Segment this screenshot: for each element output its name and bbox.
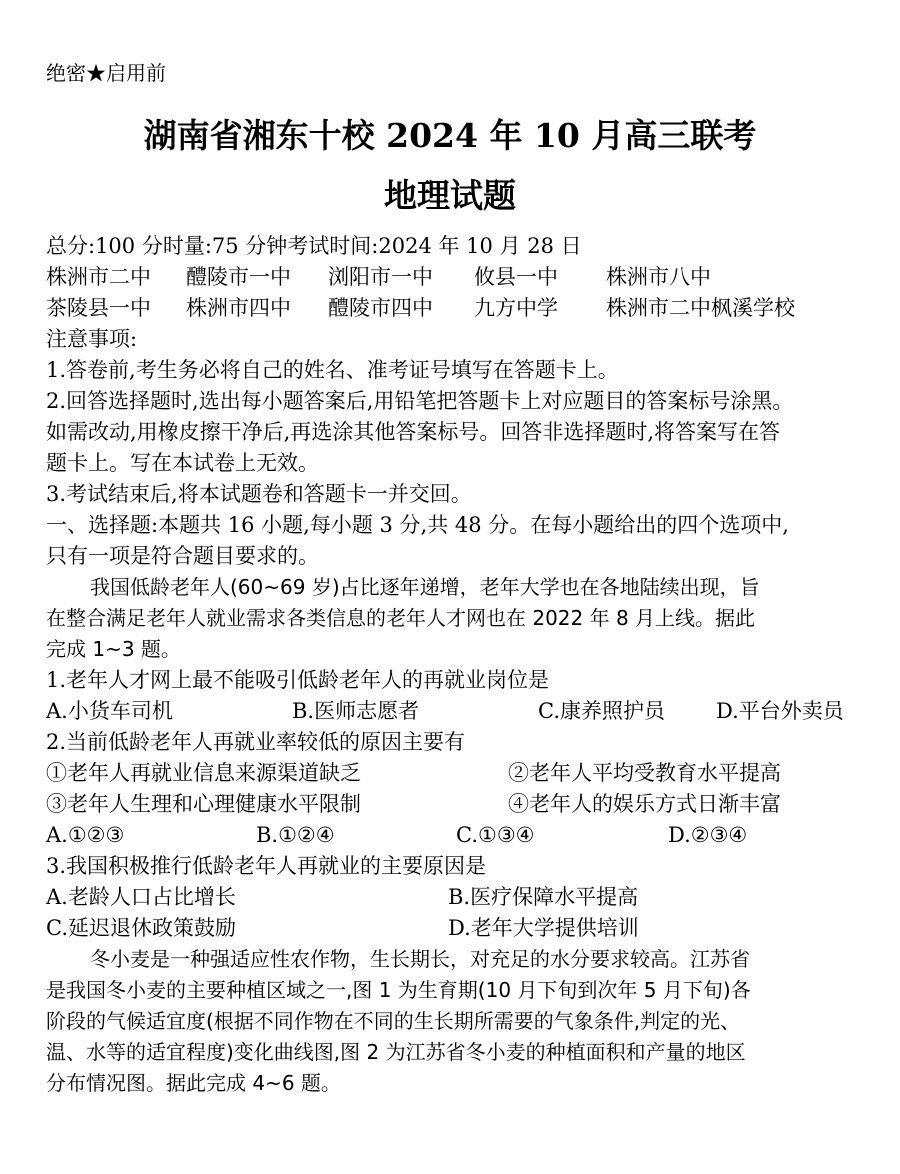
option-d: D.老年大学提供培训	[448, 916, 639, 940]
note-2-line-3: 题卡上。写在本试卷上无效。	[46, 451, 319, 475]
question-1-stem: 1.老年人才网上最不能吸引低龄老年人的再就业岗位是	[46, 668, 550, 692]
option-a: A.老龄人口占比增长	[46, 885, 236, 909]
option-b: B.医师志愿者	[292, 699, 420, 723]
school-name: 株洲市二中枫溪学校	[606, 296, 795, 320]
option-b: B.医疗保障水平提高	[448, 885, 639, 909]
passage-1-line-1: 我国低龄老年人(60~69 岁)占比逐年递增，老年大学也在各地陆续出现，旨	[90, 575, 760, 599]
note-1: 1.答卷前,考生务必将自己的姓名、准考证号填写在答题卡上。	[46, 358, 619, 382]
school-name: 株洲市四中	[186, 296, 291, 320]
school-name: 株洲市八中	[606, 265, 711, 289]
passage-1-line-3: 完成 1~3 题。	[46, 637, 181, 661]
option-c: C.延迟退休政策鼓励	[46, 916, 236, 940]
passage-2-line-4: 温、水等的适宜程度)变化曲线图,图 2 为江苏省冬小麦的种植面积和产量的地区	[46, 1040, 746, 1064]
statement-4: ④老年人的娱乐方式日渐丰富	[508, 792, 781, 816]
passage-2-line-3: 阶段的气候适宜度(根据不同作物在不同的生长期所需要的气象条件,判定的光、	[46, 1009, 741, 1033]
school-name: 醴陵市四中	[328, 296, 433, 320]
school-name: 九方中学	[474, 296, 558, 320]
option-d: D.平台外卖员	[716, 699, 844, 723]
option-c: C.①③④	[456, 823, 535, 847]
school-name: 株洲市二中	[46, 265, 151, 289]
statement-1: ①老年人再就业信息来源渠道缺乏	[46, 761, 361, 785]
statement-3: ③老年人生理和心理健康水平限制	[46, 792, 361, 816]
section-1-line-1: 一、选择题:本题共 16 小题,每小题 3 分,共 48 分。在每小题给出的四个选项中,	[46, 513, 789, 537]
school-name: 醴陵市一中	[186, 265, 291, 289]
exam-info: 总分:100 分时量:75 分钟考试时间:2024 年 10 月 28 日	[46, 234, 582, 258]
note-3: 3.考试结束后,将本试题卷和答题卡一并交回。	[46, 482, 472, 506]
passage-2-line-5: 分布情况图。据此完成 4~6 题。	[46, 1071, 341, 1095]
exam-title: 湖南省湘东十校 2024 年 10 月高三联考	[143, 116, 757, 155]
passage-2-line-2: 是我国冬小麦的主要种植区域之一,图 1 为生育期(10 月下旬到次年 5 月下旬)各	[46, 978, 751, 1002]
section-1-line-2: 只有一项是符合题目要求的。	[46, 544, 319, 568]
question-3-stem: 3.我国积极推行低龄老年人再就业的主要原因是	[46, 854, 487, 878]
passage-2-line-1: 冬小麦是一种强适应性农作物，生长期长，对充足的水分要求较高。江苏省	[90, 947, 750, 971]
school-name: 攸县一中	[474, 265, 558, 289]
notes-heading: 注意事项:	[46, 327, 138, 351]
question-2-stem: 2.当前低龄老年人再就业率较低的原因主要有	[46, 730, 466, 754]
passage-1-line-2: 在整合满足老年人就业需求各类信息的老年人才网也在 2022 年 8 月上线。据此	[46, 606, 756, 630]
school-name: 茶陵县一中	[46, 296, 151, 320]
option-a: A.①②③	[46, 823, 125, 847]
school-name: 浏阳市一中	[328, 265, 433, 289]
option-c: C.康养照护员	[538, 699, 665, 723]
exam-subtitle: 地理试题	[384, 176, 516, 215]
statement-2: ②老年人平均受教育水平提高	[508, 761, 781, 785]
note-2-line-2: 如需改动,用橡皮擦干净后,再选涂其他答案标号。回答非选择题时,将答案写在答	[46, 420, 781, 444]
option-d: D.②③④	[668, 823, 748, 847]
option-a: A.小货车司机	[46, 699, 173, 723]
note-2-line-1: 2.回答选择题时,选出每小题答案后,用铅笔把答题卡上对应题目的答案标号涂黑。	[46, 389, 794, 413]
secret-mark: 绝密★启用前	[46, 61, 166, 85]
option-b: B.①②④	[256, 823, 335, 847]
